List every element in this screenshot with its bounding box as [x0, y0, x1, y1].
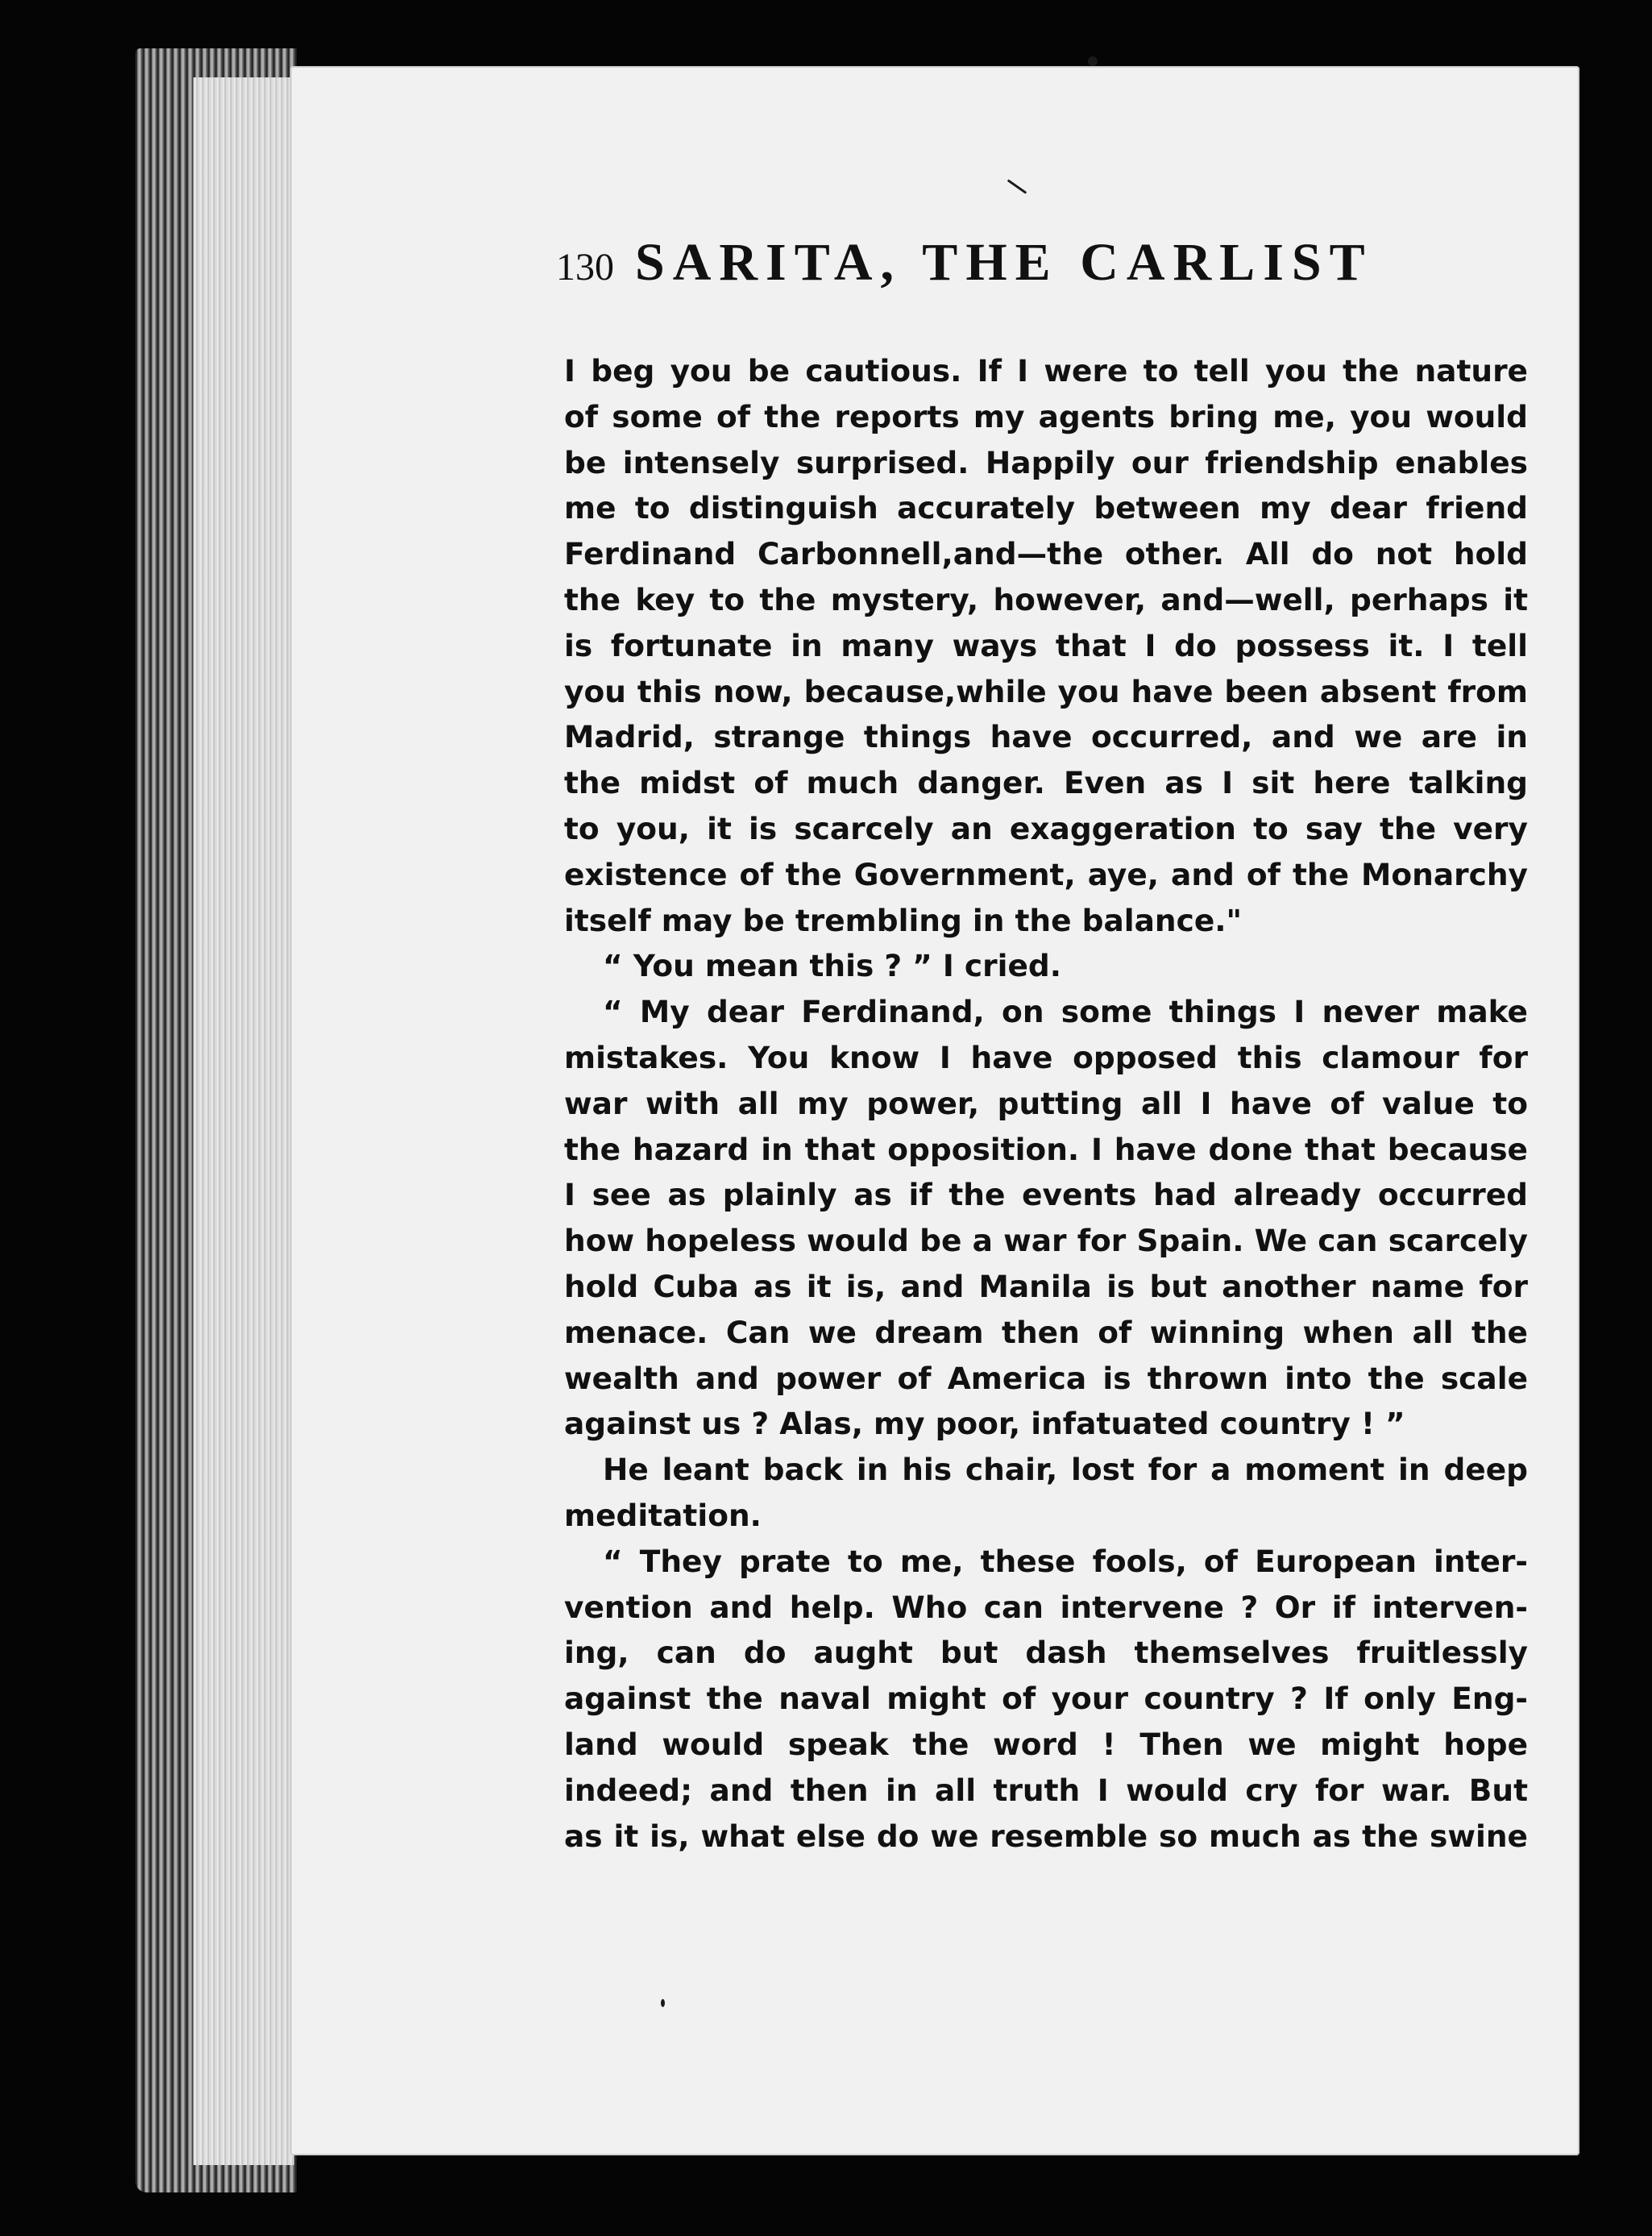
text-line: I beg you be cautious. If I were to tell you the nature [564, 353, 1528, 389]
text-line: Madrid, strange things have occurred, and we are in [564, 719, 1528, 755]
text-line: of some of the reports my agents bring me, you would [564, 398, 1528, 434]
text-line: be intensely surprised. Happily our friendship enables [564, 444, 1528, 480]
scan-speck [661, 1999, 665, 2007]
page-header [556, 232, 1515, 310]
text-line: “ My dear Ferdinand, on some things I never make [603, 994, 1528, 1030]
running-head: SARITA, THE CARLIST [635, 233, 1373, 292]
text-line: land would speak the word ! Then we might hope [564, 1726, 1528, 1762]
text-line: to you, it is scarcely an exaggeration to say the very [564, 810, 1528, 846]
text-line: the midst of much danger. Even as I sit here talking [564, 765, 1528, 801]
text-line: I see as plainly as if the events had already occurred [564, 1177, 1528, 1213]
text-line: against us ? Alas, my poor, infatuated country ! ” [564, 1406, 1405, 1442]
text-line: existence of the Government, aye, and of the Monarchy [564, 856, 1528, 892]
text-line: indeed; and then in all truth I would cry for war. But [564, 1772, 1528, 1808]
scan-speck [1088, 56, 1098, 66]
text-line: is fortunate in many ways that I do possess it. I tell [564, 627, 1528, 663]
text-line: “ They prate to me, these fools, of European inter- [603, 1543, 1528, 1579]
text-line: vention and help. Who can intervene ? Or if interven- [564, 1589, 1528, 1625]
body-text [564, 348, 1528, 1859]
text-line: me to distinguish accurately between my dear friend [564, 490, 1528, 526]
text-line: menace. Can we dream then of winning when all the [564, 1314, 1528, 1350]
text-line: against the naval might of your country ? If only Eng- [564, 1681, 1528, 1717]
text-line: you this now, because,while you have been absent from [564, 673, 1528, 709]
text-line: Ferdinand Carbonnell,and—the other. All do not hold [564, 536, 1528, 572]
text-line: itself may be trembling in the balance." [564, 902, 1243, 938]
text-line: He leant back in his chair, lost for a moment in deep [603, 1452, 1528, 1488]
text-line: “ You mean this ? ” I cried. [603, 948, 1061, 984]
text-line: war with all my power, putting all I have of value to [564, 1085, 1528, 1121]
text-line: mistakes. You know I have opposed this clamour for [564, 1039, 1528, 1075]
text-line: meditation. [564, 1497, 762, 1533]
text-line: how hopeless would be a war for Spain. We can scarcely [564, 1223, 1528, 1259]
book-page-edges-inner [193, 77, 294, 2165]
text-line: wealth and power of America is thrown into the scale [564, 1360, 1528, 1396]
text-line: as it is, what else do we resemble so much as the swine [564, 1818, 1528, 1854]
text-line: the key to the mystery, however, and—well, perhaps it [564, 581, 1528, 617]
text-line: ing, can do aught but dash themselves fruitlessly [564, 1635, 1528, 1671]
text-line: hold Cuba as it is, and Manila is but another name for [564, 1268, 1528, 1304]
page-number: 130 [556, 246, 614, 289]
text-line: the hazard in that opposition. I have done that because [564, 1131, 1528, 1167]
